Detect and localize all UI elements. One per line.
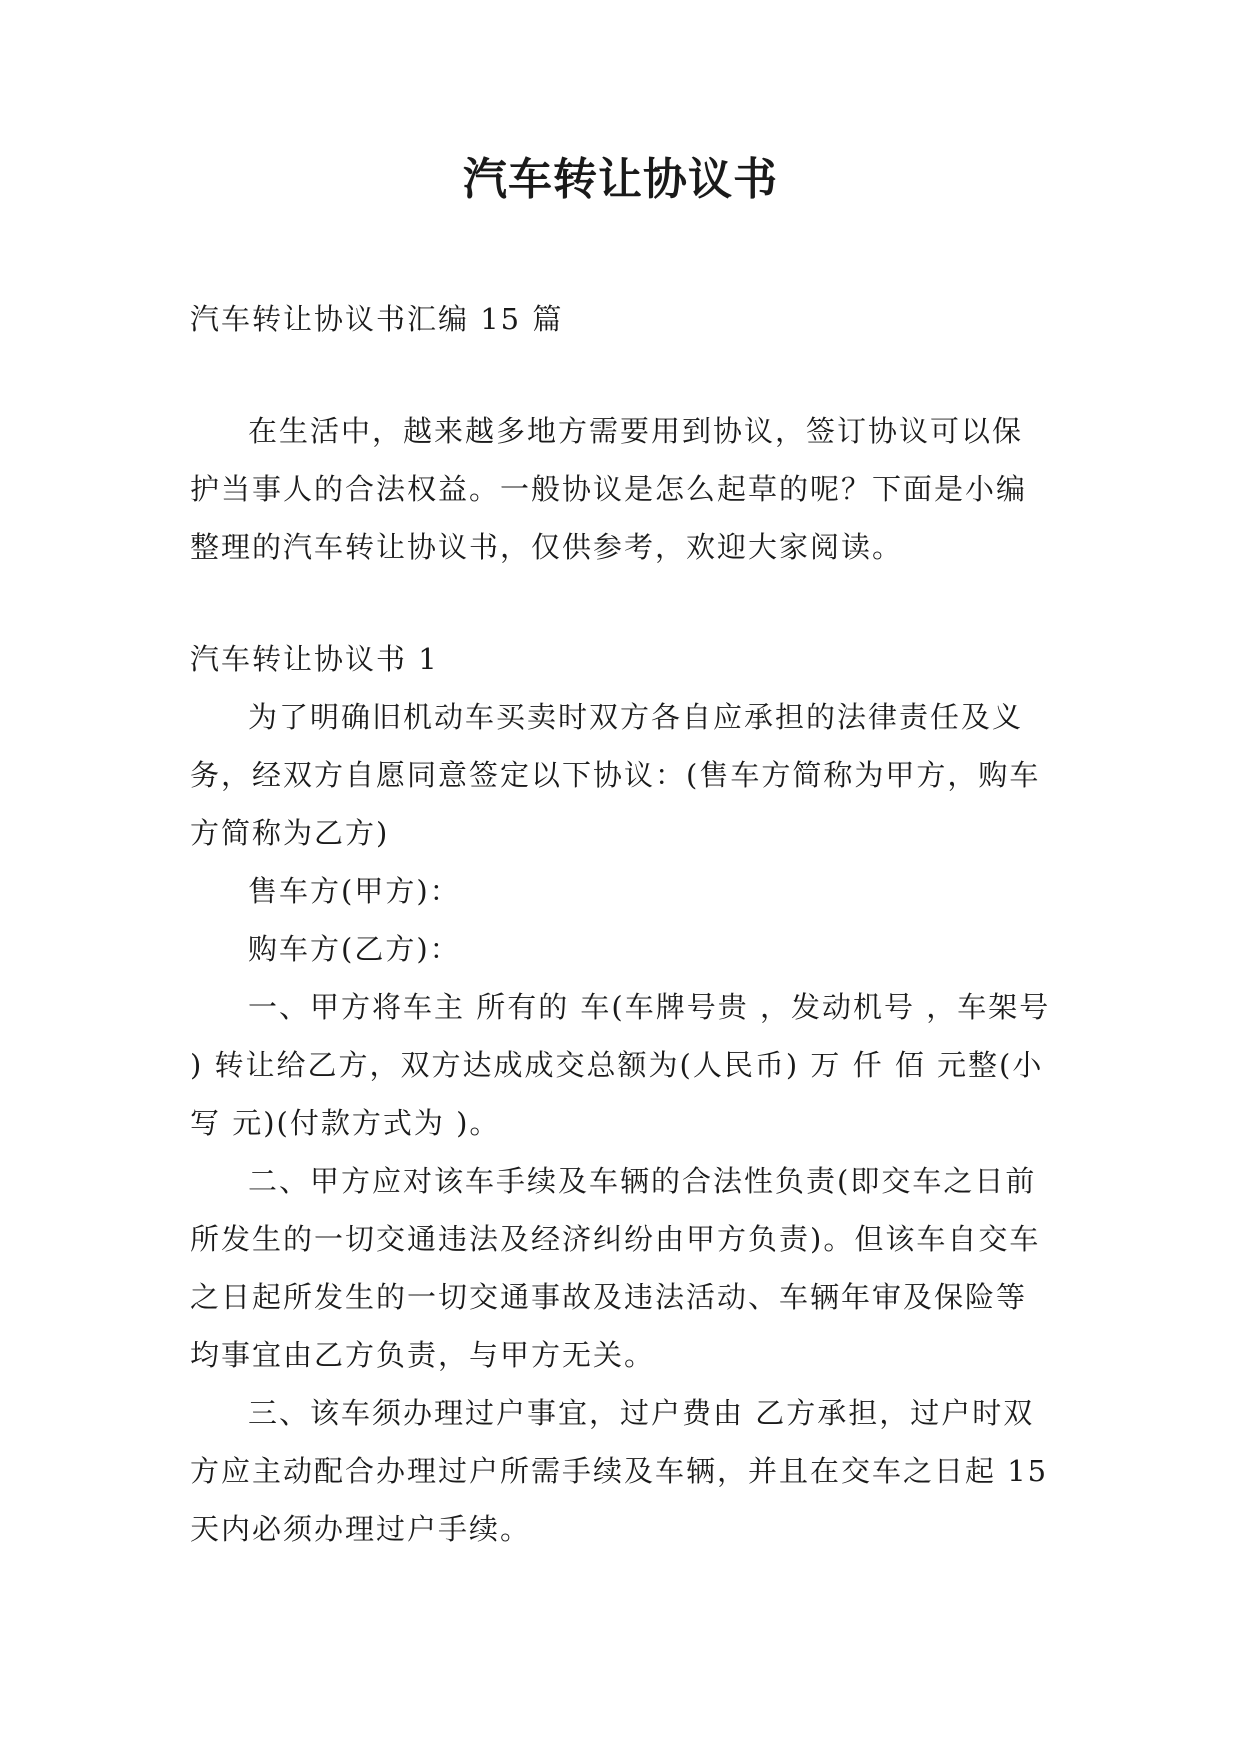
- body-paragraph-clause-2: 二、甲方应对该车手续及车辆的合法性负责(即交车之日前所发生的一切交通违法及经济纠纷由甲方负责)。但该车自交车之日起所发生的一切交通事故及违法活动、车辆年审及保险等均事宜由乙方负责，与甲方无关。: [190, 1164, 1041, 1372]
- body-paragraph-seller: 售车方(甲方)：: [248, 874, 461, 908]
- document-title: 汽车转让协议书: [463, 154, 778, 205]
- intro-paragraph: 在生活中，越来越多地方需要用到协议，签订协议可以保护当事人的合法权益。一般协议是怎么起草的呢？下面是小编整理的汽车转让协议书，仅供参考，欢迎大家阅读。: [190, 414, 1028, 564]
- body-paragraph-clause-3: 三、该车须办理过户事宜，过户费由 乙方承担，过户时双方应主动配合办理过户所需手续及车辆，并且在交车之日起 15 天内必须办理过户手续。: [190, 1396, 1049, 1546]
- body-paragraph-buyer: 购车方(乙方)：: [248, 932, 461, 966]
- document-body: [190, 290, 1052, 1558]
- body-paragraph-purpose: 为了明确旧机动车买卖时双方各自应承担的法律责任及义务，经双方自愿同意签定以下协议：(售车方简称为甲方，购车方简称为乙方): [190, 700, 1041, 850]
- section-heading: 汽车转让协议书 1: [190, 642, 439, 676]
- body-paragraph-clause-1: 一、甲方将车主 所有的 车(车牌号贵 ，发动机号 ，车架号 ) 转让给乙方，双方达成成交总额为(人民币) 万 仟 佰 元整(小写 元)(付款方式为 )。: [190, 990, 1051, 1140]
- document-subtitle: 汽车转让协议书汇编 15 篇: [190, 302, 564, 336]
